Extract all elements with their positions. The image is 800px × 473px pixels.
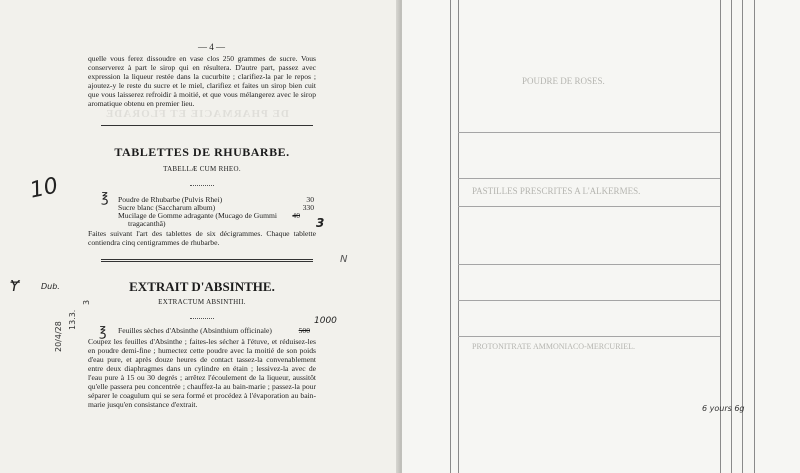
ornament-divider (190, 185, 214, 186)
handwritten-vertical-note: 3 (82, 299, 91, 305)
rhubarb-latin-title: TABELLÆ CUM RHEO. (163, 165, 241, 173)
ingredient-name: Mucilage de Gomme adragante (Mucago de Gummi (118, 211, 277, 220)
absinthe-latin-title: EXTRACTUM ABSINTHII. (158, 298, 246, 306)
bleed-through-title: POUDRE DE ROSES. (522, 76, 605, 86)
absinthe-method: Coupez les feuilles d'Absinthe ; faites-les sécher à l'étuve, et réduisez-les en poudre demi-fine ; humectez cette poudre avec la moitié de son poids d'eau pure, et après douze heures de contact tassez-la convenablement entre deux diaphragmes dans un cylindre en étain ; lessivez-la avec de l'eau pure à 15 ou 30 degrés ; arrêtez l'écoulement de la liqueur, aussitôt qu'elle passera peu concentrée ; chauffez-la au bain-marie ; passez-la pour séparer le coagulum qui se sera formé et procédez à l'évaporation au bain-marie jusqu'en consistance d'extrait. (88, 337, 316, 409)
handwritten-gutter-mark: N (340, 254, 348, 265)
ledger-row-line (458, 336, 720, 337)
ounce-symbol: ℥ (101, 190, 109, 205)
ingredient-row-continued: tragacanthâ) (128, 219, 166, 228)
bleed-through-title: PASTILLES PRESCRITES A L'ALKERMES. (472, 186, 641, 196)
handwritten-correction: 1000 (314, 316, 337, 326)
ledger-row-line (458, 206, 720, 207)
rhubarb-title: TABLETTES DE RHUBARBE. (114, 145, 290, 159)
absinthe-title: EXTRAIT D'ABSINTHE. (129, 279, 275, 294)
ledger-row-line (458, 300, 720, 301)
ledger-row-line (458, 178, 720, 179)
page-number: — 4 — (198, 42, 225, 52)
ledger-row-line (458, 264, 720, 265)
ingredient-row (118, 326, 310, 335)
ingredient-qty: 30 (306, 195, 314, 204)
ledger-column-line (742, 0, 743, 473)
intro-paragraph: quelle vous ferez dissoudre en vase clos 250 grammes de sucre. Vous conserverez à part le sirop qui en résultera. D'autre part, passez avec expression la liqueur restée dans la cucurbite ; clarifiez-la par le repos ; ajoutez-y le reste du sucre et le miel, clarifiez et faites un sirop bien cuit que vous laisserez refroidir à moitié, et que vous mélangerez avec le sirop aromatique obtenu en premier lieu. (88, 54, 316, 108)
ingredient-name: Feuilles sèches d'Absinthe (Absinthium officinale) (118, 326, 272, 335)
ingredient-qty: 330 (302, 203, 314, 212)
handwritten-margin-sign: Ɏ (10, 277, 20, 295)
bleed-through-title: PROTONITRATE AMMONIACO-MERCURIEL. (472, 342, 635, 351)
ledger-column-line (754, 0, 755, 473)
ingredient-name: Sucre blanc (Saccharum album) (118, 203, 216, 212)
ledger-column-line (731, 0, 732, 473)
ingredient-name: Poudre de Rhubarbe (Pulvis Rhei) (118, 195, 223, 204)
handwritten-vertical-note: 20/4/28 (54, 321, 63, 352)
section-divider (101, 259, 313, 262)
handwritten-note: 6 yours 6g (702, 404, 745, 413)
ingredient-qty: 500 (298, 326, 310, 335)
handwritten-margin-number: 10 (27, 173, 61, 204)
handwritten-margin-note: Dub. (41, 282, 60, 291)
ingredient-qty: 40 (292, 211, 300, 220)
right-page (402, 0, 800, 473)
ornament-divider (190, 318, 214, 319)
section-divider (101, 125, 313, 126)
ounce-symbol: ℥ (99, 324, 107, 339)
rhubarb-method: Faites suivant l'art des tablettes de six décigrammes. Chaque tablette contiendra cinq centigrammes de rhubarbe. (88, 229, 316, 247)
handwritten-correction: 3 (316, 216, 325, 230)
ledger-column-line (458, 0, 459, 473)
ledger-column-line (720, 0, 721, 473)
bleed-through-heading: DE PHARMACIE ET FLORADE (105, 108, 289, 120)
ledger-column-line (450, 0, 451, 473)
handwritten-vertical-note: 13.3. (68, 309, 77, 330)
ledger-row-line (458, 132, 720, 133)
